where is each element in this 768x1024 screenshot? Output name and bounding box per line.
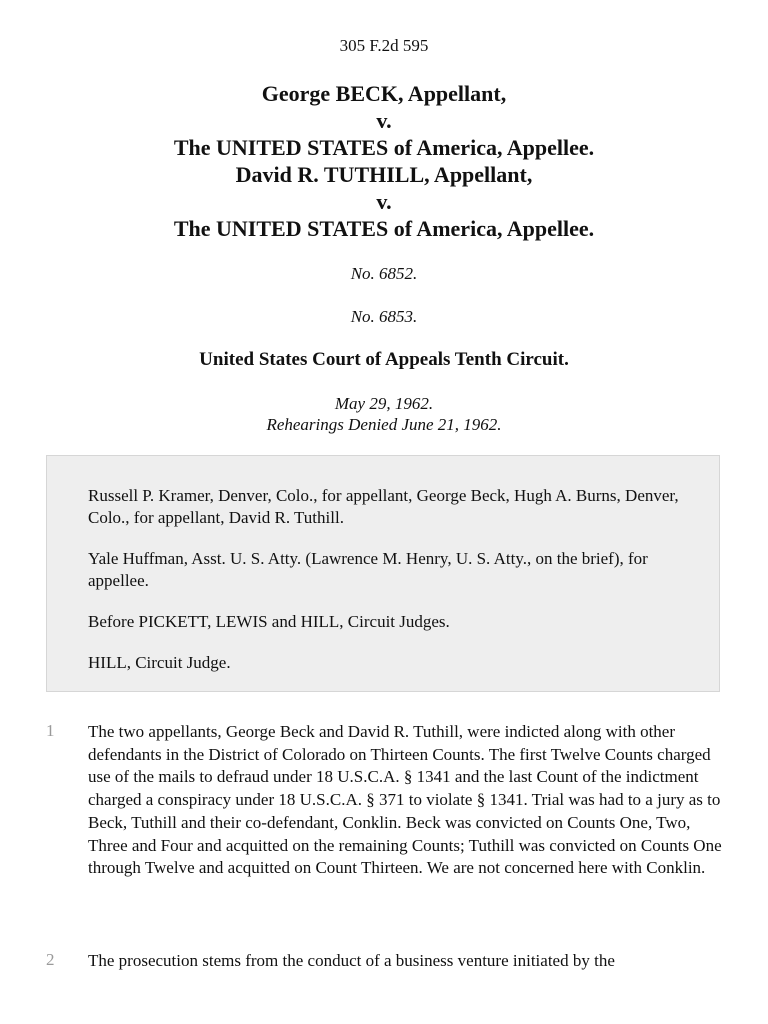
opinion-paragraph: The two appellants, George Beck and David R. Tuthill, were indicted along with other defendants in the District of Colorado on Thirteen Counts. The first Twelve Counts charged use of the mails to defraud under 18 U.S.C.A. § 1341 and the last Count of the indictment charged a conspiracy under 18 U.S.C.A. § 371 to violate § 1341. Trial was had to a jury as to Beck, Tuthill and their co-defendant, Conklin. Beck was convicted on Counts One, Two, Three and Four and acquitted on the remaining Counts; Tuthill was convicted on Counts One through Twelve and acquitted on Count Thirteen. We are not concerned here with Conklin. bbox=[88, 722, 722, 878]
party-line: The UNITED STATES of America, Appellee. bbox=[173, 135, 595, 160]
court-name: United States Court of Appeals Tenth Circuit. bbox=[199, 349, 569, 370]
appellee-counsel: Yale Huffman, Asst. U. S. Atty. (Lawrence M. Henry, U. S. Atty., on the brief), for appellee. bbox=[88, 549, 648, 590]
appellant-counsel: Russell P. Kramer, Denver, Colo., for appellant, George Beck, Hugh A. Burns, Denver, Colo., for appellant, David R. Tuthill. bbox=[88, 486, 679, 527]
decision-date: May 29, 1962. bbox=[334, 394, 434, 413]
opinion-paragraph: The prosecution stems from the conduct of a business venture initiated by the bbox=[88, 951, 615, 970]
case-citation: 305 F.2d 595 bbox=[339, 36, 429, 55]
decision-dates bbox=[0, 393, 768, 435]
paragraph-number: 1 bbox=[46, 721, 55, 740]
party-line: George BECK, Appellant, bbox=[261, 81, 507, 106]
paragraph-number: 2 bbox=[46, 950, 55, 969]
rehearing-date: Rehearings Denied June 21, 1962. bbox=[266, 415, 502, 434]
counsel-panel bbox=[46, 455, 720, 692]
party-line: David R. TUTHILL, Appellant, bbox=[235, 162, 533, 187]
docket-number: No. 6853. bbox=[350, 307, 418, 326]
panel-judges: Before PICKETT, LEWIS and HILL, Circuit Judges. bbox=[88, 612, 450, 631]
case-parties bbox=[0, 80, 768, 242]
party-line: v. bbox=[376, 189, 392, 214]
opinion-author: HILL, Circuit Judge. bbox=[88, 653, 231, 672]
docket-number: No. 6852. bbox=[350, 264, 418, 283]
party-line: v. bbox=[376, 108, 392, 133]
party-line: The UNITED STATES of America, Appellee. bbox=[173, 216, 595, 241]
